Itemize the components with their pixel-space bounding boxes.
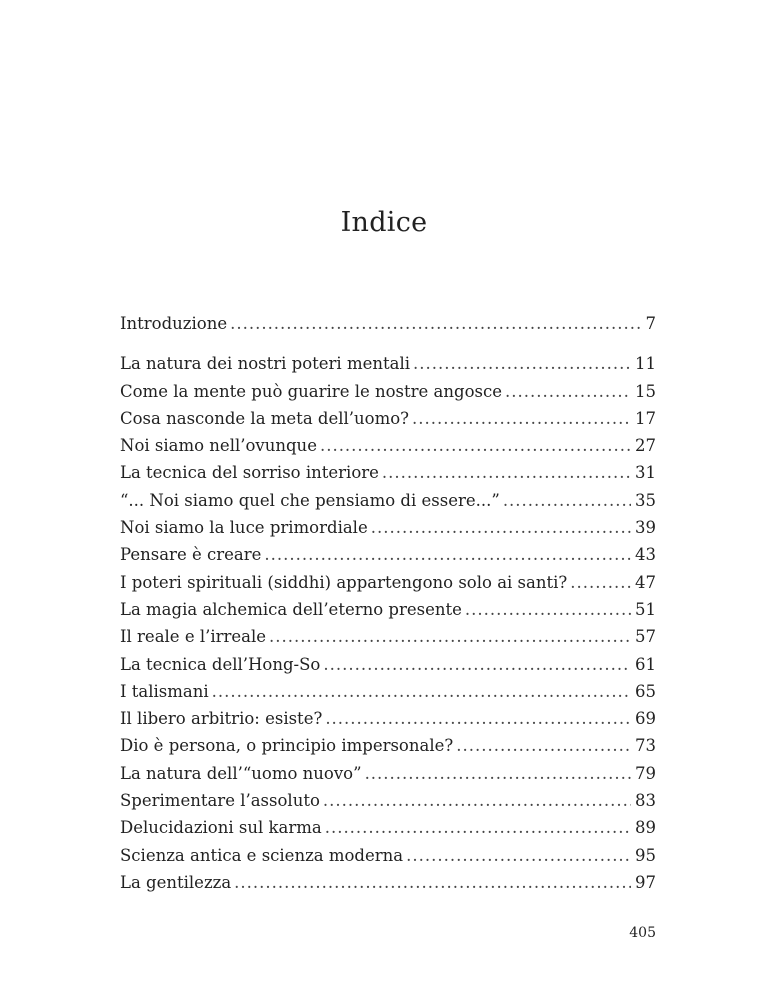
toc-entry xyxy=(120,623,656,650)
toc-entry xyxy=(120,350,656,377)
toc-entry-page: 27 xyxy=(635,436,656,456)
dot-leader xyxy=(371,514,631,541)
dot-leader xyxy=(570,569,631,596)
toc-entry-page: 31 xyxy=(635,463,656,483)
toc-entry xyxy=(120,705,656,732)
dot-leader xyxy=(505,378,631,405)
toc-entry xyxy=(120,459,656,486)
toc-entry-page: 69 xyxy=(635,709,656,729)
toc-entry-title: Noi siamo nell’ovunque xyxy=(120,436,317,456)
toc-entry-page: 47 xyxy=(635,572,656,592)
toc-entry xyxy=(120,487,656,514)
dot-leader xyxy=(465,596,631,623)
toc-entry xyxy=(120,596,656,623)
table-of-contents xyxy=(120,310,656,896)
toc-entry-title: Come la mente può guarire le nostre angosce xyxy=(120,381,502,401)
toc-entry-page: 97 xyxy=(635,872,656,892)
toc-entry-title: Il reale e l’irreale xyxy=(120,627,267,647)
toc-entry-page: 51 xyxy=(635,599,656,619)
toc-entry xyxy=(120,814,656,841)
dot-leader xyxy=(325,814,631,841)
toc-entry-page: 15 xyxy=(635,381,656,401)
toc-entry xyxy=(120,842,656,869)
toc-entry-page: 35 xyxy=(635,490,656,510)
dot-leader xyxy=(382,459,631,486)
toc-entry-page: 11 xyxy=(635,354,656,374)
toc-entry-title: La natura dell’“uomo nuovo” xyxy=(120,763,362,783)
toc-entry-page: 39 xyxy=(635,518,656,538)
toc-entry-page: 73 xyxy=(635,736,656,756)
dot-leader xyxy=(320,432,631,459)
toc-entry xyxy=(120,651,656,678)
dot-leader xyxy=(325,705,631,732)
dot-leader xyxy=(412,405,631,432)
dot-leader xyxy=(323,787,631,814)
toc-entry-page: 61 xyxy=(635,654,656,674)
dot-leader xyxy=(264,541,631,568)
toc-entry-title: I poteri spirituali (siddhi) appartengono solo ai santi? xyxy=(120,572,568,592)
toc-entry xyxy=(120,378,656,405)
toc-entry-page: 43 xyxy=(635,545,656,565)
toc-entry-title: Dio è persona, o principio impersonale? xyxy=(120,736,454,756)
toc-entry-title: “... Noi siamo quel che pensiamo di essere...” xyxy=(120,490,500,510)
toc-entry-title: La magia alchemica dell’eterno presente xyxy=(120,599,462,619)
toc-entry-page: 57 xyxy=(635,627,656,647)
toc-entry xyxy=(120,787,656,814)
toc-entry-title: Delucidazioni sul karma xyxy=(120,818,322,838)
toc-entry-title: La gentilezza xyxy=(120,872,232,892)
toc-entry xyxy=(120,310,656,337)
toc-entry-title: La tecnica dell’Hong-So xyxy=(120,654,321,674)
dot-leader xyxy=(269,623,631,650)
toc-entry-title: Cosa nasconde la meta dell’uomo? xyxy=(120,408,410,428)
toc-entry xyxy=(120,869,656,896)
toc-entry-page: 65 xyxy=(635,681,656,701)
page-title: Indice xyxy=(340,207,428,238)
toc-entry xyxy=(120,678,656,705)
dot-leader xyxy=(323,651,631,678)
dot-leader xyxy=(456,732,631,759)
toc-entry-page: 17 xyxy=(635,408,656,428)
dot-leader xyxy=(230,310,641,337)
toc-entry-title: Introduzione xyxy=(120,314,228,333)
toc-entry-title: Noi siamo la luce primordiale xyxy=(120,518,368,538)
toc-entry-title: La natura dei nostri poteri mentali xyxy=(120,354,411,374)
toc-entry xyxy=(120,514,656,541)
toc-entry-title: Sperimentare l’assoluto xyxy=(120,791,320,811)
toc-entry-page: 89 xyxy=(635,818,656,838)
page-number: 405 xyxy=(629,925,656,941)
toc-entry xyxy=(120,541,656,568)
dot-leader xyxy=(365,760,631,787)
toc-entry-title: La tecnica del sorriso interiore xyxy=(120,463,379,483)
dot-leader xyxy=(413,350,631,377)
toc-entry xyxy=(120,760,656,787)
toc-entry xyxy=(120,569,656,596)
toc-entry xyxy=(120,405,656,432)
toc-entry-title: Pensare è creare xyxy=(120,545,262,565)
dot-leader xyxy=(503,487,631,514)
toc-entry-page: 95 xyxy=(635,845,656,865)
dot-leader xyxy=(212,678,631,705)
toc-entry-page: 7 xyxy=(645,314,656,333)
toc-entry-title: Scienza antica e scienza moderna xyxy=(120,845,404,865)
toc-entry-page: 83 xyxy=(635,791,656,811)
dot-leader xyxy=(234,869,631,896)
toc-entry xyxy=(120,732,656,759)
toc-entry xyxy=(120,432,656,459)
toc-entry-title: Il libero arbitrio: esiste? xyxy=(120,709,323,729)
toc-entry-title: I talismani xyxy=(120,681,209,701)
toc-entry-page: 79 xyxy=(635,763,656,783)
dot-leader xyxy=(406,842,631,869)
